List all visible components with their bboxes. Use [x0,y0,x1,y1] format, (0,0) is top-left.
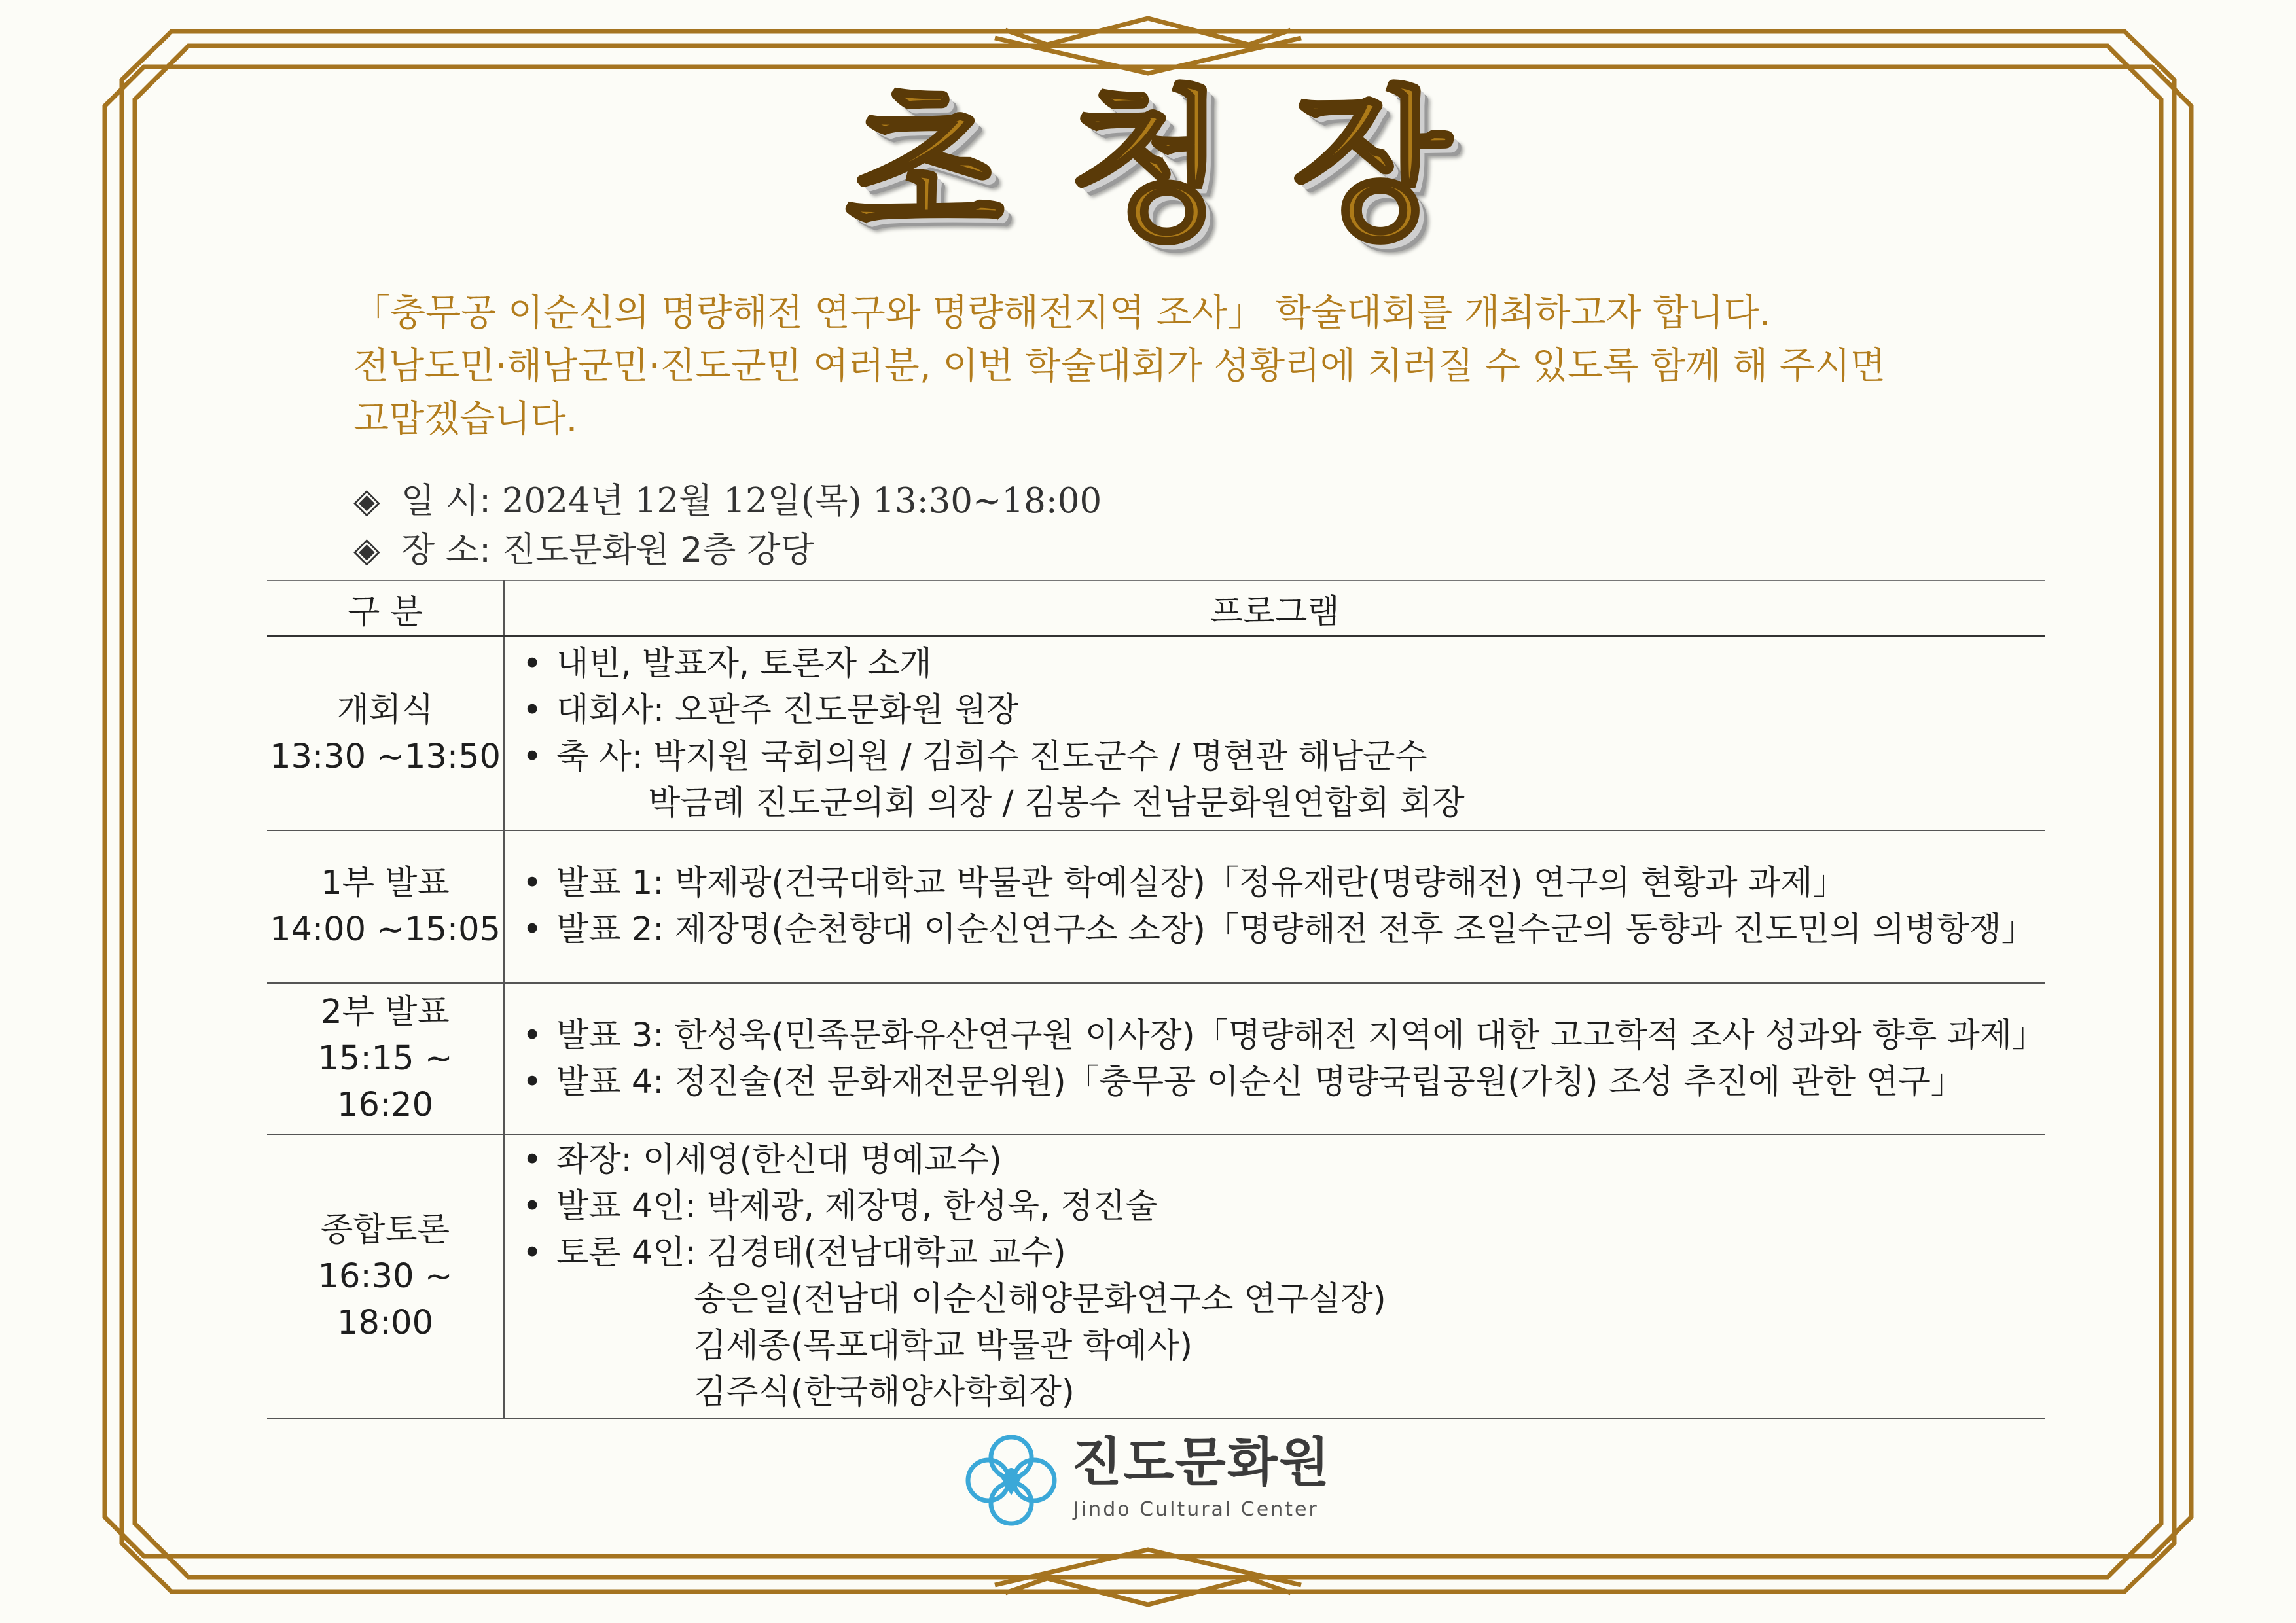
diamond-marker-icon: ◈ [353,481,380,521]
bullet-icon: • [522,737,543,776]
program-item-continuation: 송은일(전남대 이순신해양문화연구소 연구실장) [694,1280,1386,1319]
program-item-continuation: 김주식(한국해양사학회장) [694,1373,1075,1412]
header-section: 구 분 [267,580,504,637]
bullet-icon: • [522,1141,543,1179]
program-item: • 내빈, 발표자, 토론자 소개 [522,641,2045,687]
section-time: 15:15 ~ 16:20 [317,1039,453,1124]
bullet-icon: • [522,1062,543,1101]
program-item: • 발표 2: 제장명(순천향대 이순신연구소 소장)「명량해전 전후 조일수군의 동향과 진도민의 의병항쟁」 [522,906,2045,953]
place-label: 장 소: [401,530,491,570]
table-header-row [267,580,2045,637]
program-item-continuation: 김세종(목포대학교 박물관 학예사) [694,1327,1193,1365]
program-cell [504,830,2045,983]
section-name: 1부 발표 [321,864,450,902]
section-name: 2부 발표 [321,993,450,1031]
section-cell [267,830,504,983]
section-cell [267,1135,504,1418]
intro-text [353,287,2088,446]
date-row [353,476,1102,526]
table-row-part2 [267,983,2045,1135]
section-time: 13:30 ~13:50 [270,737,501,776]
section-name: 종합토론 [321,1210,450,1249]
logo-english-name: Jindo Cultural Center [1073,1498,1319,1521]
jindo-cultural-center-logo [962,1430,1342,1528]
header-program: 프로그램 [504,580,2045,637]
program-item-continuation: 박금례 진도군의회 의장 / 김봉수 전남문화원연합회 회장 [648,783,1465,823]
program-cell [504,983,2045,1135]
section-cell [267,637,504,830]
logo-name: 진도문화원 [1071,1432,1331,1493]
intro-line: 고맙겠습니다. [353,398,578,440]
event-info [353,476,1102,575]
section-time: 16:30 ~ 18:00 [317,1257,453,1342]
program-item: • 발표 4: 정진술(전 문화재전문위원)「충무공 이순신 명량국립공원(가칭) 조성 추진에 관한 연구」 [522,1059,2045,1105]
diamond-marker-icon: ◈ [353,530,380,570]
section-time: 14:00 ~15:05 [270,910,501,949]
date-label: 일 시: [401,481,491,521]
program-item: • 축 사: 박지원 국회의원 / 김희수 진도군수 / 명현관 해남군수 [522,734,2045,780]
bullet-icon: • [522,1187,543,1226]
program-cell [504,1135,2045,1418]
program-item: • 발표 4인: 박제광, 제장명, 한성욱, 정진술 [522,1183,2045,1230]
program-item: • 대회사: 오판주 진도문화원 원장 [522,687,2045,734]
jindo-cultural-center-emblem-icon [962,1431,1060,1529]
bullet-icon: • [522,690,543,730]
program-item: • 토론 4인: 김경태(전남대학교 교수) [522,1230,2045,1276]
place-row [353,526,1102,575]
program-item: • 좌장: 이세영(한신대 명예교수) [522,1137,2045,1183]
invitation-title: 초청장 [845,69,1516,262]
bullet-icon: • [522,644,543,683]
date-value: 2024년 12월 12일(목) 13:30~18:00 [501,481,1102,521]
intro-line: 전남도민·해남군민·진도군민 여러분, 이번 학술대회가 성황리에 치러질 수 있도록 함께 해 주시면 [353,345,1886,387]
bullet-icon: • [522,910,543,949]
section-cell [267,983,504,1135]
intro-line: 「충무공 이순신의 명량해전 연구와 명량해전지역 조사」 학술대회를 개최하고자 합니다. [353,292,1771,334]
program-cell [504,637,2045,830]
table-row-discussion [267,1135,2045,1418]
section-name: 개회식 [336,690,434,730]
program-table [267,580,2045,1419]
table-row-part1 [267,830,2045,983]
place-value: 진도문화원 2층 강당 [501,530,814,570]
table-row-opening [267,637,2045,830]
program-item: • 발표 1: 박제광(건국대학교 박물관 학예실장)「정유재란(명량해전) 연구의 현황과 과제」 [522,860,2045,906]
bullet-icon: • [522,1234,543,1272]
bullet-icon: • [522,1016,543,1055]
program-item: • 발표 3: 한성욱(민족문화유산연구원 이사장)「명량해전 지역에 대한 고고학적 조사 성과와 향후 과제」 [522,1012,2045,1059]
bullet-icon: • [522,864,543,902]
